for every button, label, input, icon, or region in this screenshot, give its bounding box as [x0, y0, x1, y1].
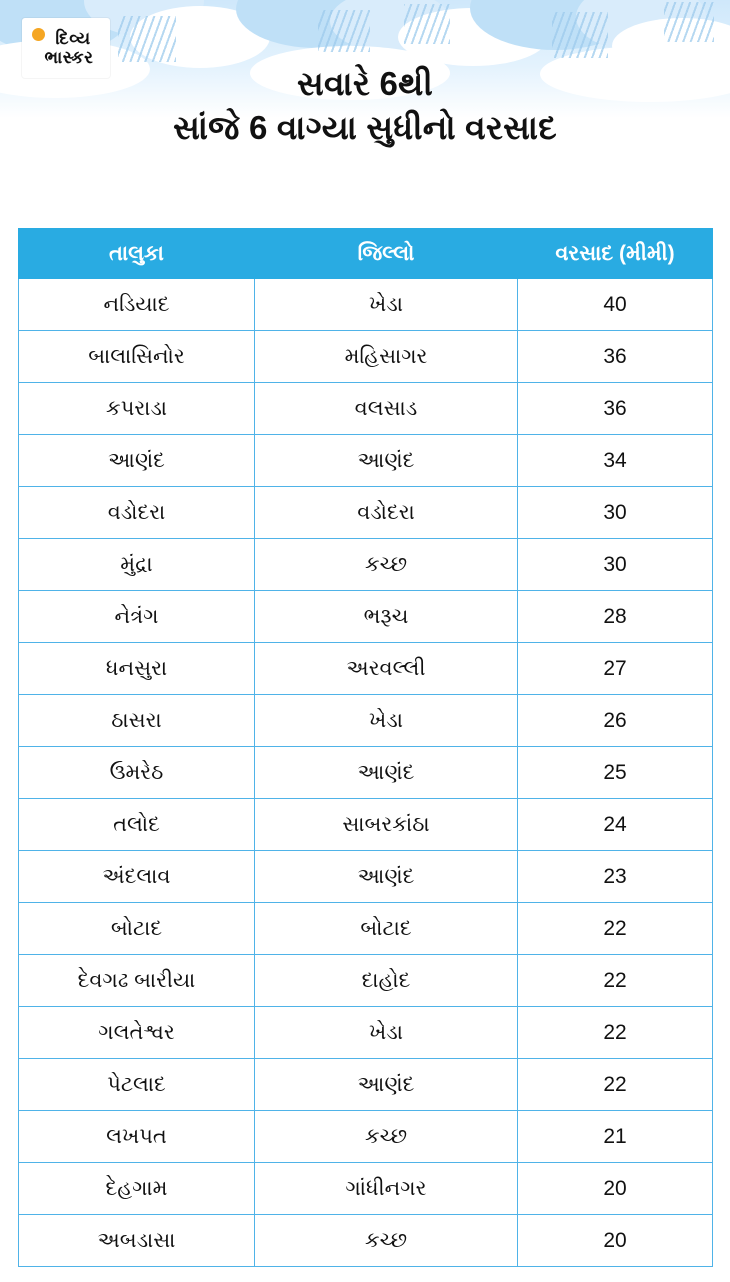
logo-line2: ભાસ્કર	[44, 48, 94, 67]
cell-district: ખેડા	[255, 1007, 518, 1059]
cell-rainfall: 25	[518, 747, 713, 799]
table-row	[19, 747, 713, 799]
cell-rainfall: 20	[518, 1163, 713, 1215]
cell-rainfall: 36	[518, 331, 713, 383]
table-row	[19, 1007, 713, 1059]
cell-taluka: કપરાડા	[19, 383, 255, 435]
cell-district: વડોદરા	[255, 487, 518, 539]
sun-icon	[32, 28, 45, 41]
cell-district: ગાંધીનગર	[255, 1163, 518, 1215]
table-row	[19, 591, 713, 643]
column-header-district: જિલ્લો	[255, 229, 518, 279]
cell-district: અરવલ્લી	[255, 643, 518, 695]
table-row	[19, 955, 713, 1007]
column-header-rainfall: વરસાદ (મીમી)	[518, 229, 713, 279]
table-row	[19, 1215, 713, 1267]
logo-line1: દિવ્ય	[55, 29, 91, 48]
cell-rainfall: 30	[518, 539, 713, 591]
table-row	[19, 643, 713, 695]
cell-rainfall: 27	[518, 643, 713, 695]
table-row	[19, 799, 713, 851]
table-row	[19, 539, 713, 591]
cell-rainfall: 22	[518, 903, 713, 955]
cell-taluka: નેત્રંગ	[19, 591, 255, 643]
table-row	[19, 851, 713, 903]
rain-icon	[664, 2, 714, 42]
cell-rainfall: 22	[518, 1007, 713, 1059]
cell-taluka: બાલાસિનોર	[19, 331, 255, 383]
cell-rainfall: 40	[518, 279, 713, 331]
cell-district: મહિસાગર	[255, 331, 518, 383]
title-line-1: સવારે 6થી	[297, 65, 433, 102]
table-row	[19, 279, 713, 331]
table-row	[19, 1059, 713, 1111]
column-header-taluka: તાલુકા	[19, 229, 255, 279]
rainfall-table	[18, 228, 713, 1267]
cell-rainfall: 21	[518, 1111, 713, 1163]
title-line-2: સાંજે 6 વાગ્યા સુધીનો વરસાદ	[173, 109, 557, 147]
table-row	[19, 1111, 713, 1163]
cell-rainfall: 34	[518, 435, 713, 487]
cell-district: ખેડા	[255, 695, 518, 747]
cell-rainfall: 30	[518, 487, 713, 539]
table-header	[19, 229, 713, 279]
cell-taluka: લખપત	[19, 1111, 255, 1163]
table-row	[19, 487, 713, 539]
rain-icon	[404, 4, 450, 44]
cell-taluka: પેટલાદ	[19, 1059, 255, 1111]
cell-rainfall: 36	[518, 383, 713, 435]
cell-rainfall: 20	[518, 1215, 713, 1267]
table-row	[19, 1163, 713, 1215]
table-row	[19, 331, 713, 383]
rain-icon	[118, 16, 176, 62]
cell-taluka: વડોદરા	[19, 487, 255, 539]
cell-rainfall: 22	[518, 955, 713, 1007]
table-row	[19, 435, 713, 487]
cell-district: વલસાડ	[255, 383, 518, 435]
cell-district: કચ્છ	[255, 539, 518, 591]
rain-icon	[552, 12, 608, 58]
cell-taluka: બોટાદ	[19, 903, 255, 955]
cell-district: ખેડા	[255, 279, 518, 331]
cell-rainfall: 23	[518, 851, 713, 903]
cell-district: આણંદ	[255, 851, 518, 903]
cell-district: બોટાદ	[255, 903, 518, 955]
cell-taluka: ગલતેશ્વર	[19, 1007, 255, 1059]
cell-rainfall: 28	[518, 591, 713, 643]
cell-taluka: દેવગઢ બારીયા	[19, 955, 255, 1007]
cell-rainfall: 22	[518, 1059, 713, 1111]
cell-district: આણંદ	[255, 435, 518, 487]
cell-district: દાહોદ	[255, 955, 518, 1007]
cell-taluka: દેહગામ	[19, 1163, 255, 1215]
cell-taluka: નડિયાદ	[19, 279, 255, 331]
cell-rainfall: 26	[518, 695, 713, 747]
cell-taluka: ઠાસરા	[19, 695, 255, 747]
table-row	[19, 383, 713, 435]
cell-district: આણંદ	[255, 747, 518, 799]
rainfall-table-container	[18, 228, 712, 1267]
cell-district: કચ્છ	[255, 1215, 518, 1267]
table-body	[19, 279, 713, 1267]
table-header-row	[19, 229, 713, 279]
cell-taluka: આણંદ	[19, 435, 255, 487]
cell-rainfall: 24	[518, 799, 713, 851]
cell-taluka: અબડાસા	[19, 1215, 255, 1267]
cell-taluka: મુંદ્રા	[19, 539, 255, 591]
table-row	[19, 695, 713, 747]
cell-taluka: તલોદ	[19, 799, 255, 851]
page-title	[0, 62, 730, 150]
cell-taluka: અંદલાવ	[19, 851, 255, 903]
cell-taluka: ઉમરેઠ	[19, 747, 255, 799]
rain-icon	[318, 10, 370, 52]
cell-taluka: ધનસુરા	[19, 643, 255, 695]
cell-district: સાબરકાંઠા	[255, 799, 518, 851]
header-banner	[0, 0, 730, 205]
cell-district: ભરૂચ	[255, 591, 518, 643]
cell-district: આણંદ	[255, 1059, 518, 1111]
table-row	[19, 903, 713, 955]
cell-district: કચ્છ	[255, 1111, 518, 1163]
